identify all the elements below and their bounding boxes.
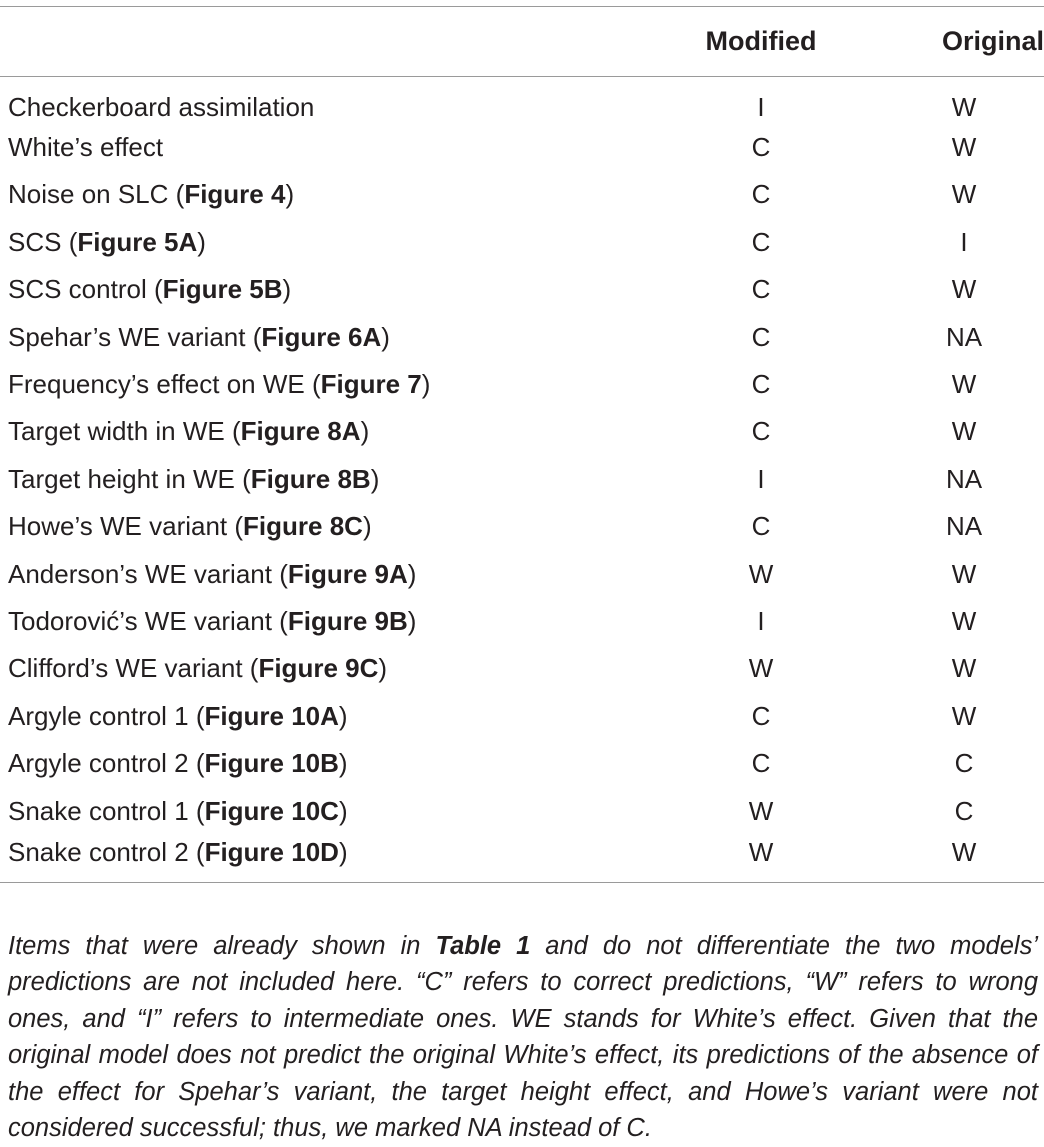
header-item: [0, 7, 638, 77]
row-item: Todorović’s WE variant (Figure 9B): [8, 605, 417, 636]
row-modified-value: C: [751, 132, 771, 163]
row-label: SCS control: [8, 274, 147, 305]
row-original-value: W: [951, 653, 977, 684]
row-original-value: W: [951, 91, 977, 122]
row-modified-value: I: [757, 605, 765, 636]
table-row: [0, 503, 1044, 550]
row-modified-value: C: [751, 748, 771, 779]
row-modified-value: C: [751, 700, 771, 731]
row-item: SCS control (Figure 5B): [8, 274, 292, 305]
row-label: Clifford’s WE variant: [8, 653, 243, 684]
row-item: Frequency’s effect on WE (Figure 7): [8, 369, 431, 400]
footnote-text-after: and do not differentiate the two models’ predictions are not included here. “C” refers to correct predictions, “W” refers to wrong ones, and “I” refers to intermediate ones. WE stands for White’s effect. Given that the original model does not predict the original White’s effect, its predictions of the absence of the effect for Spehar’s variant, the target height effect, and Howe’s variant were not considered successful; thus, we marked NA instead of C.: [8, 931, 1039, 1142]
table-footnote: [8, 928, 1038, 1147]
row-label: Howe’s WE variant: [8, 511, 228, 542]
table-row: [0, 787, 1044, 834]
row-label: Spehar’s WE variant: [8, 321, 246, 352]
row-modified-value: C: [751, 179, 771, 210]
row-figure-ref: Figure 5B: [162, 274, 283, 305]
row-label: Argyle control 1: [8, 700, 189, 731]
row-label: Checkerboard assimilation: [8, 91, 315, 122]
row-figure-ref: Figure 7: [320, 369, 422, 400]
row-figure-ref: Figure 10A: [204, 700, 339, 731]
table-header-row: [0, 7, 1044, 77]
table-row: [0, 361, 1044, 408]
header-original: Original: [884, 7, 1044, 77]
row-item: Snake control 1 (Figure 10C): [8, 795, 348, 826]
row-figure-ref: Figure 8B: [250, 463, 371, 494]
row-figure-ref: Figure 10D: [204, 836, 339, 867]
row-original-value: I: [960, 226, 968, 257]
row-label: White’s effect: [8, 132, 164, 163]
row-original-value: W: [951, 179, 977, 210]
row-item: Anderson’s WE variant (Figure 9A): [8, 558, 417, 589]
row-figure-ref: Figure 5A: [77, 226, 198, 257]
row-item: Snake control 2 (Figure 10D): [0, 835, 638, 882]
table-row: [0, 124, 1044, 171]
table-row: [0, 835, 1044, 882]
row-figure-ref: Figure 9A: [287, 558, 408, 589]
row-original-value: NA: [945, 511, 983, 542]
row-figure-ref: Figure 9B: [287, 605, 408, 636]
row-label: Snake control 1: [8, 795, 189, 826]
row-original-value: NA: [945, 463, 983, 494]
row-original-value: NA: [945, 321, 983, 352]
row-label: Target width in WE: [8, 416, 225, 447]
table-row: [0, 171, 1044, 218]
row-original-value: C: [954, 748, 974, 779]
row-label: Frequency’s effect on WE: [8, 369, 305, 400]
header-modified: Modified: [638, 7, 884, 77]
row-item: [0, 124, 638, 171]
table-row: [0, 598, 1044, 645]
footnote-text-before: Items that were already shown in: [8, 931, 436, 960]
table-row: [0, 456, 1044, 503]
row-figure-ref: Figure 4: [184, 179, 286, 210]
row-original-value: W: [951, 558, 977, 589]
row-modified-value: C: [751, 369, 771, 400]
row-figure-ref: Figure 10C: [204, 795, 339, 826]
table-row: [0, 408, 1044, 455]
row-item: [0, 77, 638, 124]
row-item: Noise on SLC (Figure 4): [8, 179, 295, 210]
table-row: [0, 693, 1044, 740]
row-modified-value: W: [638, 835, 884, 882]
row-figure-ref: Figure 8A: [240, 416, 361, 447]
row-modified-value: I: [757, 463, 765, 494]
row-item: SCS (Figure 5A): [8, 226, 206, 257]
row-figure-ref: Figure 9C: [258, 653, 379, 684]
row-original-value: W: [951, 605, 977, 636]
row-original-value: W: [951, 369, 977, 400]
row-figure-ref: Figure 10B: [204, 748, 339, 779]
table-body: [0, 77, 1044, 883]
row-original-value: W: [951, 274, 977, 305]
row-item: Argyle control 2 (Figure 10B): [8, 748, 348, 779]
table-row: [0, 645, 1044, 692]
row-figure-ref: Figure 8C: [243, 511, 363, 542]
row-original-value: W: [884, 835, 1044, 882]
row-original-value: W: [951, 416, 977, 447]
row-original-value: W: [951, 132, 977, 163]
row-item: Target width in WE (Figure 8A): [8, 416, 370, 447]
row-modified-value: I: [757, 91, 765, 122]
row-label: Anderson’s WE variant: [8, 558, 272, 589]
row-modified-value: C: [751, 274, 771, 305]
row-item: Target height in WE (Figure 8B): [8, 463, 380, 494]
row-modified-value: C: [751, 226, 771, 257]
row-figure-ref: Figure 6A: [261, 321, 382, 352]
row-modified-value: W: [748, 653, 774, 684]
row-item: Clifford’s WE variant (Figure 9C): [8, 653, 388, 684]
row-modified-value: C: [751, 321, 771, 352]
row-modified-value: W: [748, 795, 774, 826]
table-row: [0, 219, 1044, 266]
table-row: [0, 313, 1044, 360]
row-item: Spehar’s WE variant (Figure 6A): [8, 321, 390, 352]
table-row: [0, 77, 1044, 124]
row-label: Snake control 2: [8, 836, 189, 867]
row-label: Todorović’s WE variant: [8, 605, 272, 636]
row-modified-value: C: [751, 416, 771, 447]
row-modified-value: C: [751, 511, 771, 542]
row-item: Argyle control 1 (Figure 10A): [8, 700, 348, 731]
footnote-table-ref: Table 1: [435, 931, 531, 960]
row-modified-value: W: [748, 558, 774, 589]
row-label: Noise on SLC: [8, 179, 169, 210]
table-row: [0, 266, 1044, 313]
row-label: Argyle control 2: [8, 748, 189, 779]
row-item: Howe’s WE variant (Figure 8C): [8, 511, 372, 542]
row-original-value: C: [954, 795, 974, 826]
table-row: [0, 550, 1044, 597]
row-label: Target height in WE: [8, 463, 235, 494]
row-label: SCS: [8, 226, 62, 257]
table-row: [0, 740, 1044, 787]
row-original-value: W: [951, 700, 977, 731]
results-table: [0, 6, 1044, 883]
